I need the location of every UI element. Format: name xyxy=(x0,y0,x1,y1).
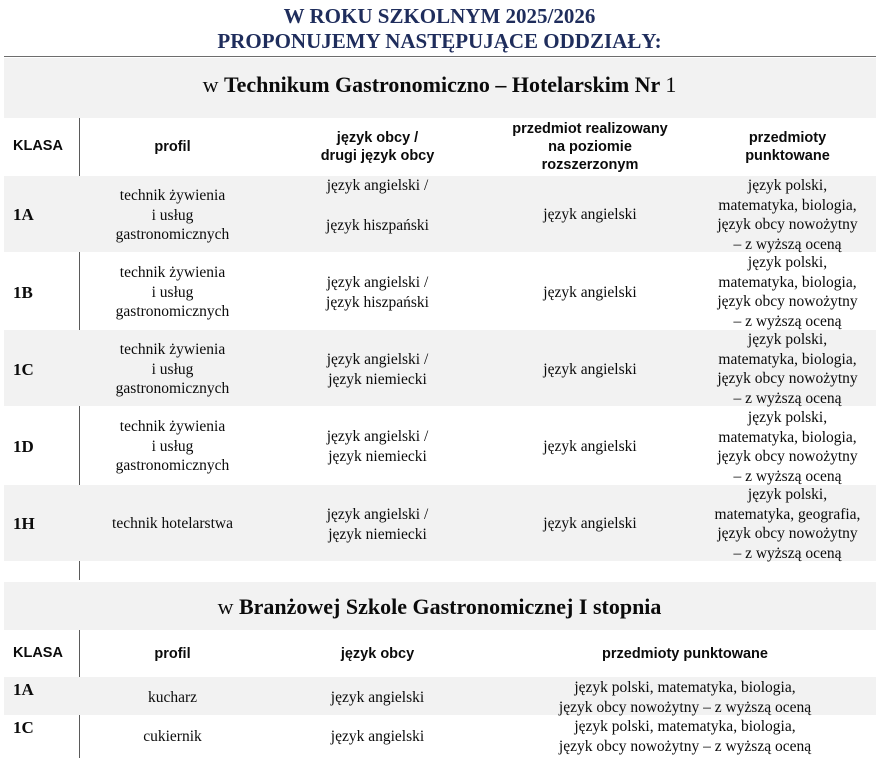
technikum-row-jezyk: język angielski / język niemiecki xyxy=(326,506,429,543)
technikum-row-jezyk: język angielski / język hiszpański xyxy=(326,274,429,311)
technikum-row-jezyk: język angielski / język niemiecki xyxy=(326,351,429,388)
branzowa-row-punktowane: język polski, matematyka, biologia, język obcy nowożytny – z wyższą oceną xyxy=(558,679,812,716)
header-divider xyxy=(4,56,876,57)
technikum-row-profil: technik żywienia i usług gastronomicznych xyxy=(115,418,230,474)
technikum-row-klasa: 1D xyxy=(13,437,34,456)
branzowa-title: w Branżowej Szkole Gastronomicznej I stopnia xyxy=(217,594,662,619)
technikum-row-klasa: 1A xyxy=(13,205,34,224)
technikum-row-rozszerzony: język angielski xyxy=(543,515,637,532)
branzowa-header-punktowane: przedmioty punktowane xyxy=(602,646,768,662)
technikum-row-klasa: 1H xyxy=(13,514,35,533)
technikum-row-profil: technik żywienia i usług gastronomicznych xyxy=(115,187,230,243)
technikum-row-rozszerzony: język angielski xyxy=(543,361,637,378)
branzowa-row-jezyk: język angielski xyxy=(330,728,425,745)
technikum-row-rozszerzony: język angielski xyxy=(543,284,637,301)
branzowa-row-profil: kucharz xyxy=(147,689,198,706)
technikum-row-punktowane: język polski, matematyka, biologia, język obcy nowożytny – z wyższą oceną xyxy=(717,409,858,485)
branzowa-row-jezyk: język angielski xyxy=(330,689,425,706)
technikum-header-jezyk: język obcy / drugi język obcy xyxy=(320,130,435,164)
technikum-header-rozszerzony: przedmiot realizowany na poziomie rozszerzonym xyxy=(512,121,668,173)
technikum-row-rozszerzony: język angielski xyxy=(543,438,637,455)
technikum-row-jezyk: język angielski / język niemiecki xyxy=(326,428,429,465)
branzowa-header-profil: profil xyxy=(154,646,191,662)
page-title-line-1: W ROKU SZKOLNYM 2025/2026 xyxy=(283,4,596,28)
technikum-row-profil: technik żywienia i usług gastronomicznych xyxy=(115,264,230,320)
branzowa-header-klasa: KLASA xyxy=(13,645,63,661)
technikum-title: w Technikum Gastronomiczno – Hotelarskim Nr 1 xyxy=(202,72,677,97)
technikum-row-punktowane: język polski, matematyka, biologia, język obcy nowożytny – z wyższą oceną xyxy=(717,331,858,407)
page-title-line-2: PROPONUJEMY NASTĘPUJĄCE ODDZIAŁY: xyxy=(217,29,662,53)
branzowa-row-profil: cukiernik xyxy=(143,728,202,745)
technikum-row-jezyk: język angielski / język hiszpański xyxy=(326,177,429,234)
technikum-row-profil: technik żywienia i usług gastronomicznych xyxy=(115,341,230,397)
technikum-row-klasa: 1C xyxy=(13,360,34,379)
branzowa-row-klasa: 1A xyxy=(13,680,34,699)
technikum-header-profil: profil xyxy=(154,139,191,155)
technikum-row-klasa: 1B xyxy=(13,283,33,302)
branzowa-row-klasa: 1C xyxy=(13,718,34,737)
technikum-row-profil: technik hotelarstwa xyxy=(112,515,233,532)
branzowa-row-punktowane: język polski, matematyka, biologia, język obcy nowożytny – z wyższą oceną xyxy=(558,718,812,755)
technikum-header-klasa: KLASA xyxy=(13,138,63,154)
technikum-header-punktowane: przedmioty punktowane xyxy=(745,130,830,164)
branzowa-header-jezyk: język obcy xyxy=(340,646,415,662)
technikum-row-punktowane: język polski, matematyka, biologia, język obcy nowożytny – z wyższą oceną xyxy=(717,254,858,330)
technikum-row-punktowane: język polski, matematyka, biologia, język obcy nowożytny – z wyższą oceną xyxy=(717,177,858,253)
technikum-row-rozszerzony: język angielski xyxy=(543,206,637,223)
technikum-row-punktowane: język polski, matematyka, geografia, język obcy nowożytny – z wyższą oceną xyxy=(714,486,861,562)
